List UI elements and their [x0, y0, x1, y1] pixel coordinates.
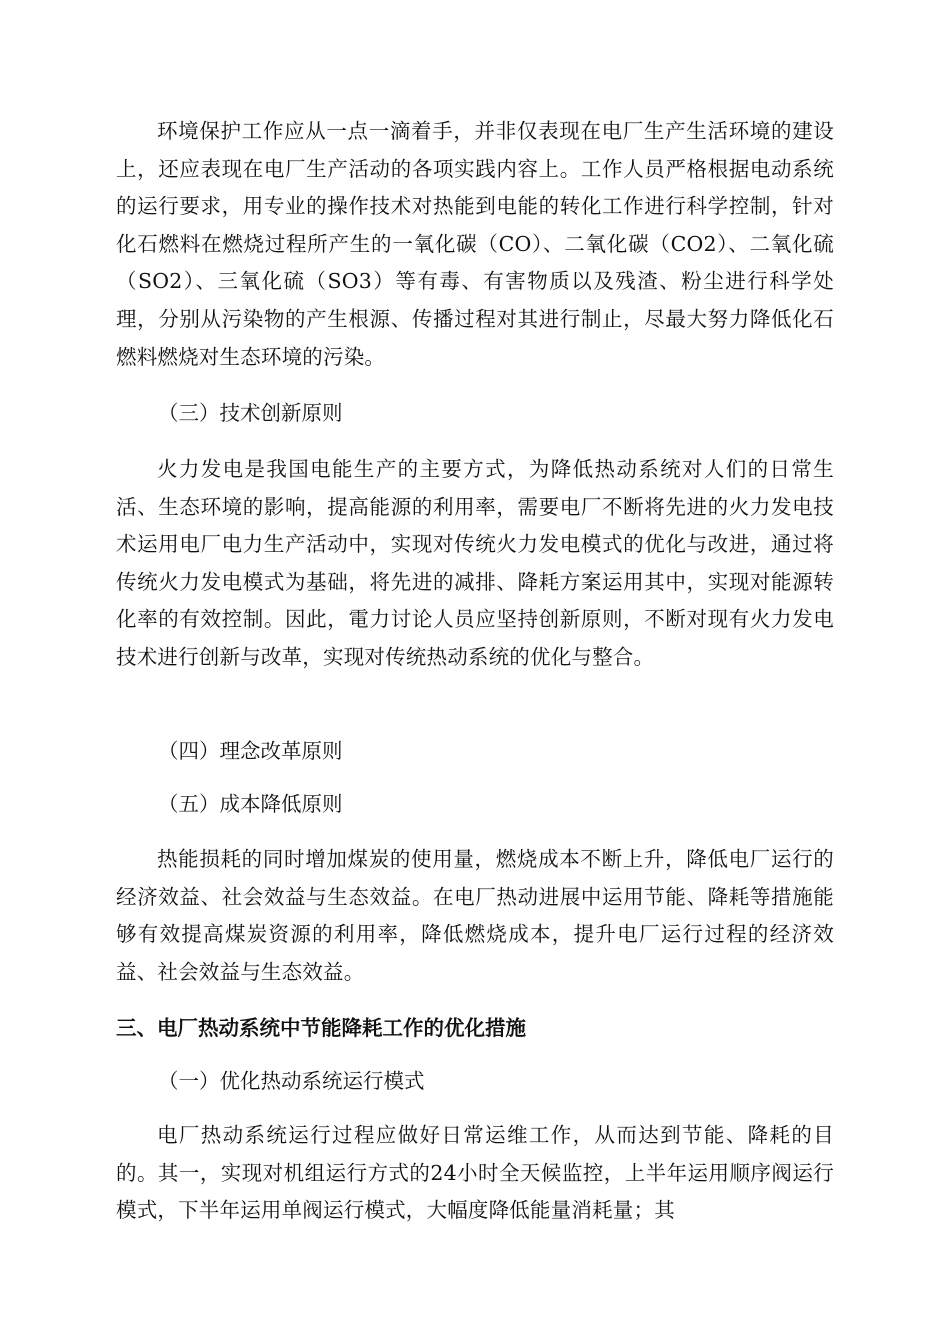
subheading-cost-reduction: （五）成本降低原则: [158, 792, 343, 816]
section-title-optimization-measures: 三、电厂热动系统中节能降耗工作的优化措施: [116, 1016, 526, 1040]
subheading-concept-reform: （四）理念改革原则: [158, 739, 343, 763]
subheading-tech-innovation: （三）技术创新原则: [158, 401, 343, 425]
paragraph-operation-maintenance: 电厂热动系统运行过程应做好日常运维工作，从而达到节能、降耗的目的。其一，实现对机组运行方式的24小时全天候监控，上半年运用顺序阀运行模式，下半年运用单阀运行模式，大幅度降低能量消耗量；其: [116, 1123, 834, 1223]
subheading-optimize-operation-mode: （一）优化热动系统运行模式: [158, 1069, 425, 1093]
paragraph-thermal-power: 火力发电是我国电能生产的主要方式，为降低热动系统对人们的日常生活、生态环境的影响，提高能源的利用率，需要电厂不断将先进的火力发电技术运用电厂电力生产活动中，实现对传统火力发电模式的优化与改进，通过将传统火力发电模式为基础，将先进的减排、降耗方案运用其中，实现对能源转化率的有效控制。因此，電力讨论人员应坚持创新原则，不断对现有火力发电技术进行创新与改革，实现对传统热动系统的优化与整合。: [116, 457, 834, 669]
paragraph-cost-reduction: 热能损耗的同时增加煤炭的使用量，燃烧成本不断上升，降低电厂运行的经济效益、社会效益与生态效益。在电厂热动进展中运用节能、降耗等措施能够有效提高煤炭资源的利用率，降低燃烧成本，提升电厂运行过程的经济效益、社会效益与生态效益。: [116, 847, 834, 984]
paragraph-environmental-protection: 环境保护工作应从一点一滴着手，并非仅表现在电厂生产生活环境的建设上，还应表现在电厂生产活动的各项实践内容上。工作人员严格根据电动系统的运行要求，用专业的操作技术对热能到电能的转化工作进行科学控制，针对化石燃料在燃烧过程所产生的一氧化碳（CO）、二氧化碳（CO2）、二氧化硫（SO2）、三氧化硫（SO3）等有毒、有害物质以及残渣、粉尘进行科学处理，分别从污染物的产生根源、传播过程对其进行制止，尽最大努力降低化石燃料燃烧对生态环境的污染。: [116, 119, 834, 369]
